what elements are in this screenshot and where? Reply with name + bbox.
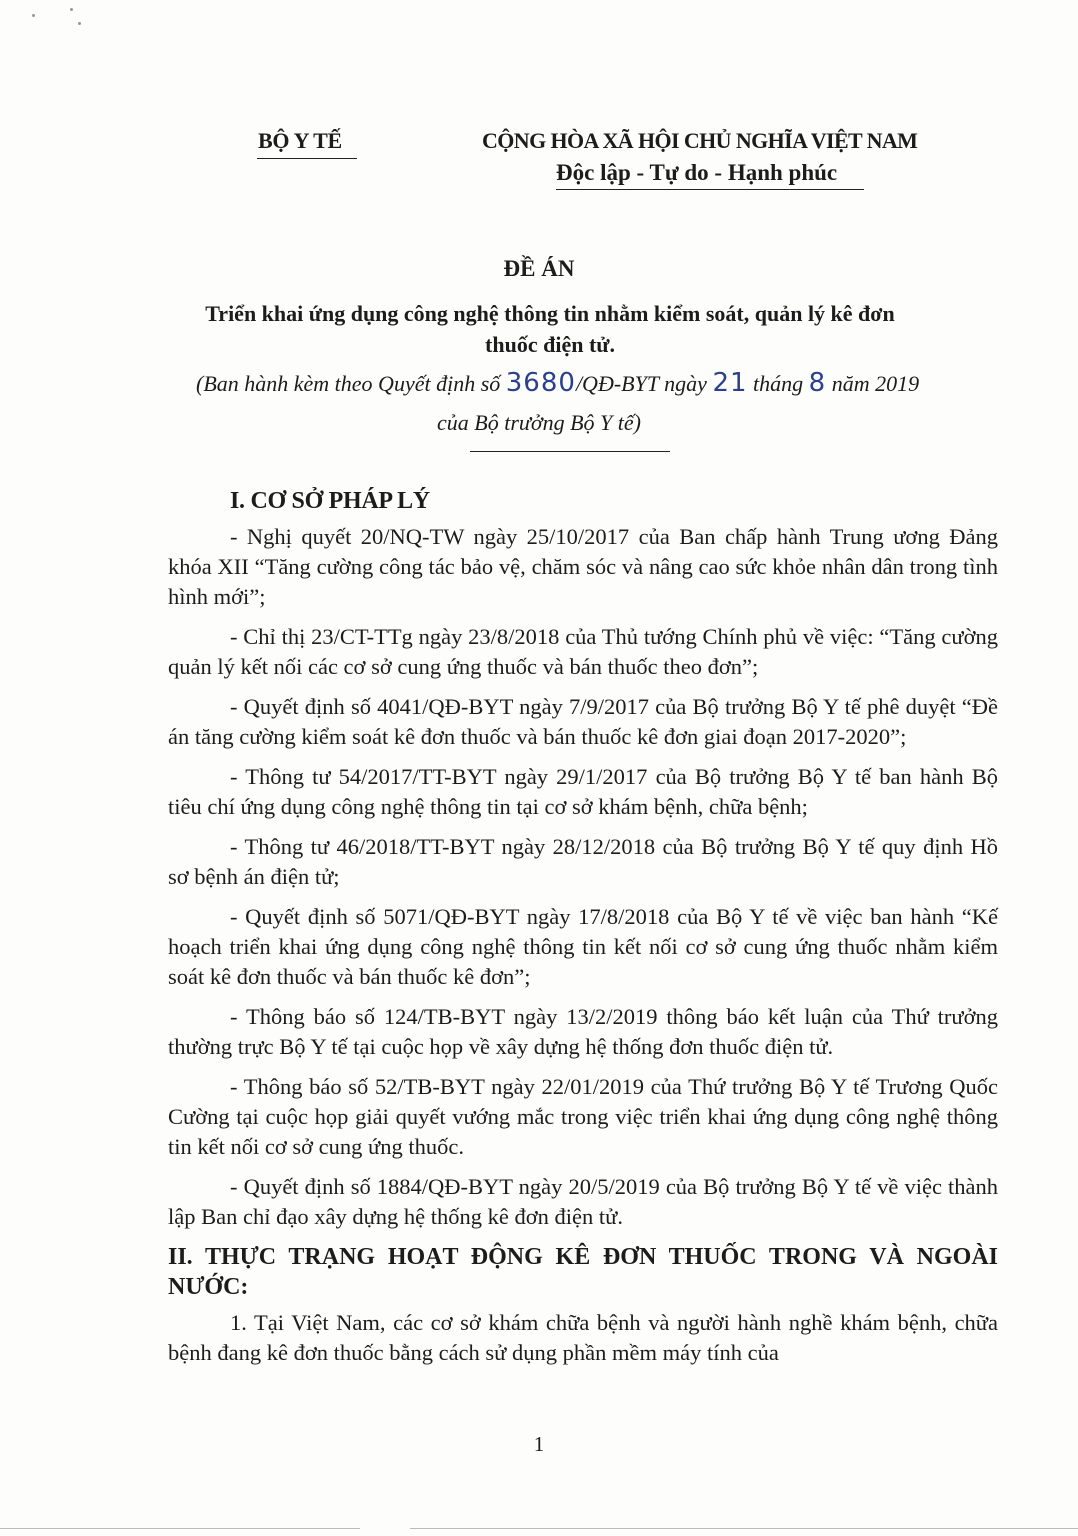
ministry-underline <box>257 158 357 159</box>
document-body <box>168 486 998 1378</box>
scan-speck <box>32 14 35 17</box>
legal-basis-item: - Thông báo số 52/TB-BYT ngày 22/01/2019 của Thứ trưởng Bộ Y tế Trương Quốc Cường tại cuộc họp giải quyết vướng mắc trong việc triển khai ứng dụng công nghệ thông tin kết nối cơ sở cung ứng thuốc. <box>168 1074 998 1159</box>
issuance-line <box>196 368 986 398</box>
scan-edge-line <box>410 1528 1078 1529</box>
legal-basis-item: - Thông tư 46/2018/TT-BYT ngày 28/12/2018 của Bộ trưởng Bộ Y tế quy định Hồ sơ bệnh án điện tử; <box>168 834 998 889</box>
decision-number-handwritten: 3680 <box>505 368 576 398</box>
legal-basis-item: - Nghị quyết 20/NQ-TW ngày 25/10/2017 của Ban chấp hành Trung ương Đảng khóa XII “Tăng cường công tác bảo vệ, chăm sóc và nâng cao sức khỏe nhân dân trong tình hình mới”; <box>168 524 998 609</box>
scan-speck <box>70 8 73 11</box>
legal-basis-item: - Thông báo số 124/TB-BYT ngày 13/2/2019 thông báo kết luận của Thứ trưởng thường trực Bộ Y tế tại cuộc họp về xây dựng hệ thống đơn thuốc điện tử. <box>168 1004 998 1059</box>
ministry-name: BỘ Y TẾ <box>258 128 342 153</box>
legal-basis-item: - Chỉ thị 23/CT-TTg ngày 23/8/2018 của Thủ tướng Chính phủ về việc: “Tăng cường quản lý kết nối các cơ sở cung ứng thuốc và bán thuốc theo đơn”; <box>168 624 998 679</box>
page-number: 1 <box>533 1432 545 1456</box>
country-name: CỘNG HÒA XÃ HỘI CHỦ NGHĨA VIỆT NAM <box>482 128 918 153</box>
title-divider <box>470 451 670 452</box>
legal-basis-item: - Quyết định số 5071/QĐ-BYT ngày 17/8/2018 của Bộ Y tế về việc ban hành “Kế hoạch triển khai ứng dụng công nghệ thông tin kết nối cơ sở cung ứng thuốc nhằm kiểm soát kê đơn thuốc và bán thuốc kê đơn”; <box>168 904 998 989</box>
issuance-suffix: năm 2019 <box>826 371 920 396</box>
scan-speck <box>78 22 81 25</box>
motto-underline <box>556 189 864 190</box>
scan-edge-line <box>0 1528 360 1529</box>
current-status-paragraph: 1. Tại Việt Nam, các cơ sở khám chữa bệnh và người hành nghề khám bệnh, chữa bệnh đang kê đơn thuốc bằng cách sử dụng phần mềm máy tính của <box>168 1310 998 1365</box>
issuance-mid1: /QĐ-BYT ngày <box>575 371 713 396</box>
document-type: ĐỀ ÁN <box>503 256 575 281</box>
issuance-prefix: (Ban hành kèm theo Quyết định số <box>196 371 506 396</box>
legal-basis-item: - Quyết định số 1884/QĐ-BYT ngày 20/5/2019 của Bộ trưởng Bộ Y tế về việc thành lập Ban chỉ đạo xây dựng hệ thống kê đơn điện tử. <box>168 1174 998 1229</box>
section-heading-current-status: II. THỰC TRẠNG HOẠT ĐỘNG KÊ ĐƠN THUỐC TRONG VÀ NGOÀI NƯỚC: <box>168 1244 998 1300</box>
day-handwritten: 21 <box>712 368 748 398</box>
national-motto: Độc lập - Tự do - Hạnh phúc <box>556 160 838 185</box>
section-heading-legal-basis: I. CƠ SỞ PHÁP LÝ <box>230 488 430 514</box>
issuance-mid2: tháng <box>747 371 809 396</box>
legal-basis-item: - Quyết định số 4041/QĐ-BYT ngày 7/9/2017 của Bộ trưởng Bộ Y tế phê duyệt “Đề án tăng cường kiểm soát kê đơn thuốc và bán thuốc kê đơn giai đoạn 2017-2020”; <box>168 694 998 749</box>
month-handwritten: 8 <box>808 368 827 398</box>
issuance-authority: của Bộ trưởng Bộ Y tế) <box>437 410 641 435</box>
legal-basis-item: - Thông tư 54/2017/TT-BYT ngày 29/1/2017 của Bộ trưởng Bộ Y tế ban hành Bộ tiêu chí ứng dụng công nghệ thông tin tại cơ sở khám bệnh, chữa bệnh; <box>168 764 998 819</box>
document-title: Triển khai ứng dụng công nghệ thông tin nhằm kiểm soát, quản lý kê đơn thuốc điện tử. <box>205 301 895 357</box>
